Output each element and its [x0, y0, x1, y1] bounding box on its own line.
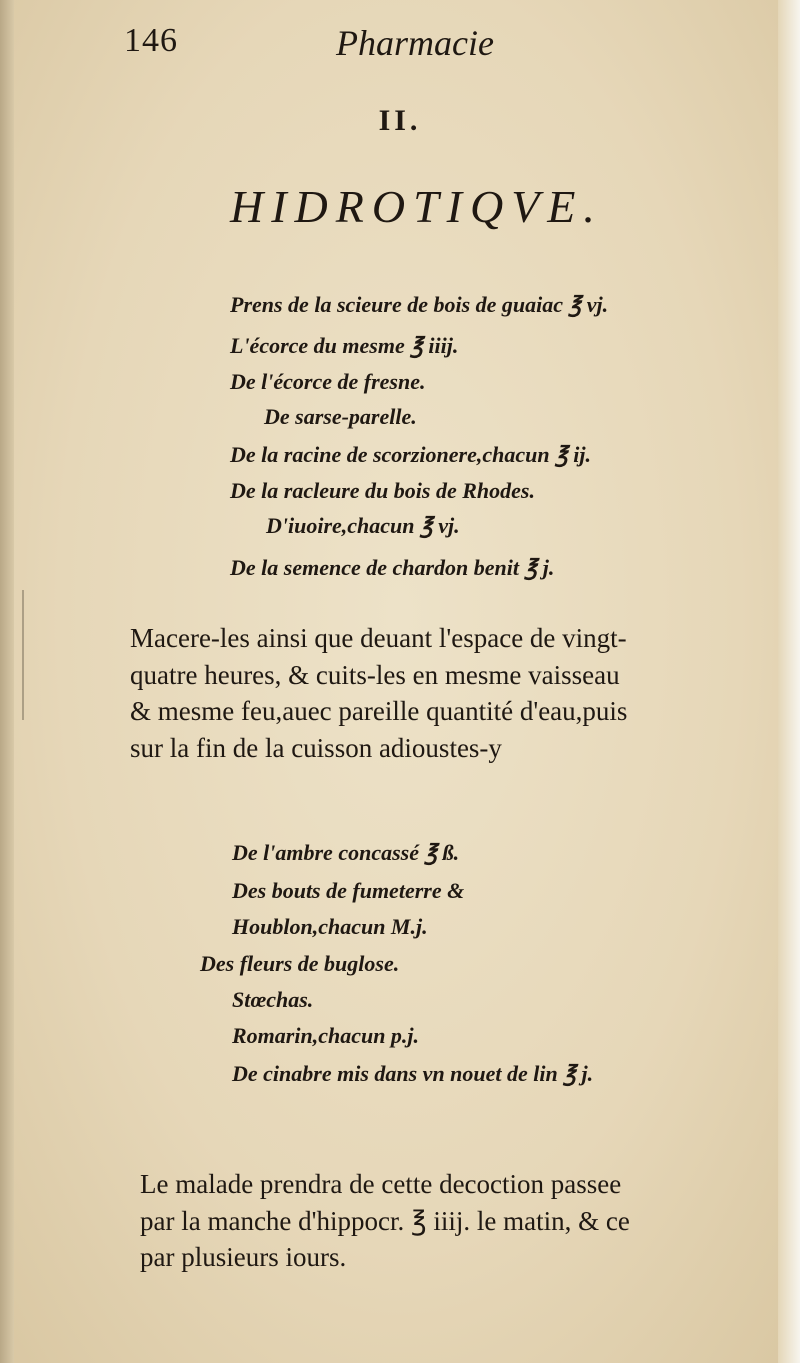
ingredient-line: Houblon,chacun M.j. [232, 914, 428, 939]
page-number: 146 [124, 22, 178, 59]
margin-stain [0, 590, 24, 720]
paragraph-line: quatre heures, & cuits-les en mesme vaisseau [130, 659, 620, 690]
ingredient-line: De la racleure du bois de Rhodes. [230, 478, 535, 503]
ingredient-line: Romarin,chacun p.j. [232, 1023, 420, 1048]
ingredient-line: Stœchas. [232, 987, 314, 1012]
ingredient-line: D'iuoire,chacun ℥ vj. [266, 513, 460, 538]
paragraph-line: par plusieurs iours. [140, 1242, 347, 1272]
ingredient-line: De cinabre mis dans vn nouet de lin ℥ j. [232, 1061, 594, 1086]
page-header [0, 16, 800, 76]
paragraph-line: par la manche d'hippocr. ℥ iiij. le matin, & ce [140, 1205, 630, 1236]
section-number: II. [378, 104, 422, 137]
ingredient-line: Prens de la scieure de bois de guaiac ℥ vj. [230, 292, 609, 317]
running-title: Pharmacie [336, 23, 494, 63]
ingredient-line: De la racine de scorzionere,chacun ℥ ij. [230, 442, 592, 467]
section-title: HIDROTIQVE. [230, 181, 603, 232]
paragraph-line: Macere-les ainsi que deuant l'espace de vingt- [130, 623, 627, 653]
instruction-paragraph-first [130, 620, 627, 766]
ingredient-line: De l'écorce de fresne. [230, 369, 426, 394]
ingredient-line: De sarse-parelle. [264, 404, 417, 429]
paragraph-line: Le malade prendra de cette decoction passee [140, 1169, 622, 1199]
ingredient-line: Des fleurs de buglose. [200, 951, 400, 976]
paragraph-line: sur la fin de la cuisson adioustes-y [130, 732, 502, 763]
ingredient-line: Des bouts de fumeterre & [232, 878, 465, 903]
ingredient-line: L'écorce du mesme ℥ iiij. [230, 333, 459, 358]
paragraph-line: & mesme feu,auec pareille quantité d'eau,puis [130, 696, 628, 726]
page-right-edge [778, 0, 800, 1363]
instruction-paragraph-second [140, 1166, 630, 1276]
ingredient-line: De la semence de chardon benit ℥ j. [230, 555, 555, 580]
ingredient-line: De l'ambre concassé ℥ ß. [232, 840, 460, 865]
